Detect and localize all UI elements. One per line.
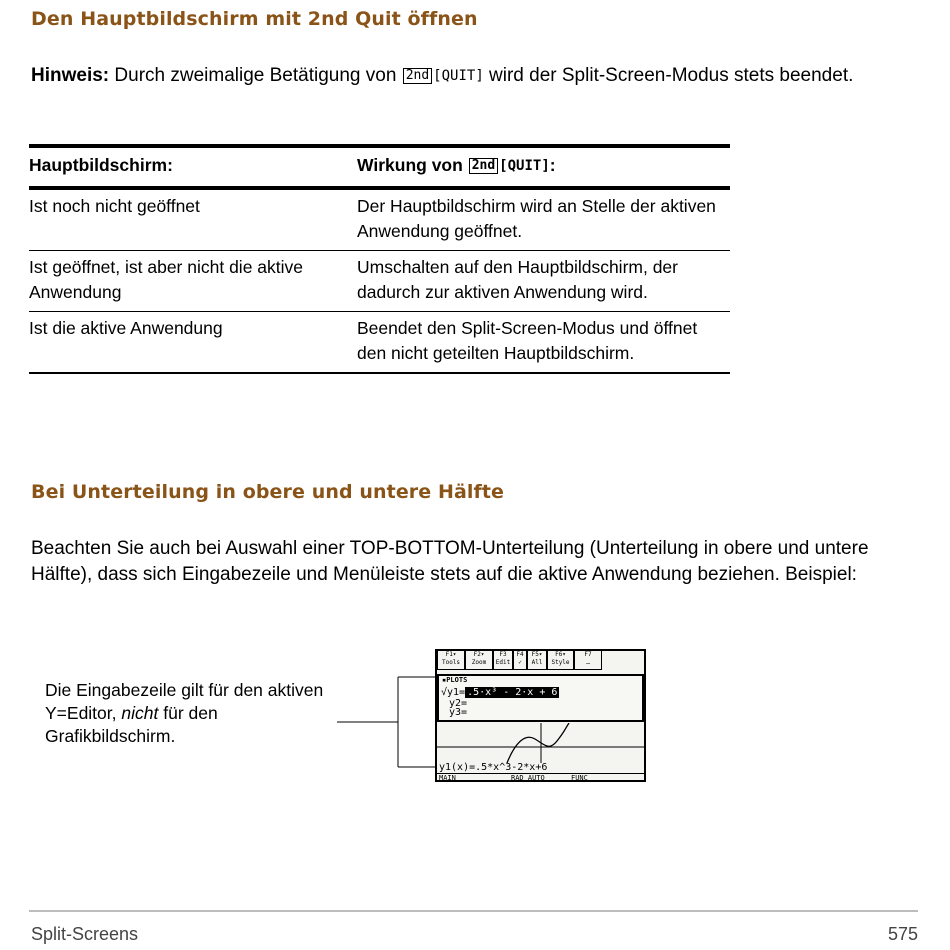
header-wirkung-suffix: : — [549, 155, 556, 175]
caption-after: für den Grafikbildschirm. — [45, 703, 218, 746]
row-state: Ist noch nicht geöffnet — [29, 188, 357, 251]
calc-y1-prefix: √y1= — [441, 687, 466, 698]
calc-plots-label: ▪PLOTS — [442, 676, 468, 684]
calc-status-func: FUNC — [571, 774, 588, 782]
calc-entry-line[interactable]: y1(x)=.5*x^3-2*x+6 — [439, 762, 548, 773]
body-paragraph: Beachten Sie auch bei Auswahl einer TOP-BOTTOM-Unterteilung (Unterteilung in obere und untere Hälfte), dass sich Eingabezeile und Menüleiste stets auf die aktive Anwendung beziehen. Beispiel: — [31, 538, 869, 585]
calc-graph-window — [437, 723, 644, 763]
table-header-row — [29, 146, 730, 188]
footer-chapter: Split-Screens — [31, 924, 139, 944]
effect-table — [29, 144, 730, 374]
hint-note — [31, 63, 926, 89]
calc-menu-tab[interactable]: F3 Edit — [493, 651, 513, 670]
caption-before: Die Eingabezeile gilt für den aktiven Y=Editor, — [45, 680, 324, 723]
header-wirkung — [357, 146, 730, 188]
calc-menu-bar — [437, 651, 644, 671]
row-effect: Umschalten auf den Hauptbildschirm, der dadurch zur aktiven Anwendung wird. — [357, 251, 730, 312]
table-row — [29, 312, 730, 374]
calc-y1-expression: .5·x³ - 2·x + 6 — [467, 687, 558, 698]
calc-status-mode: RAD AUTO — [511, 774, 545, 782]
calc-menu-tab[interactable]: F4 ✓ — [513, 651, 527, 670]
header-wirkung-prefix: Wirkung von — [357, 155, 463, 175]
row-state: Ist die aktive Anwendung — [29, 312, 357, 374]
calc-status-main: MAIN — [439, 774, 456, 782]
row-effect: Beendet den Split-Screen-Modus und öffnet den nicht geteilten Hauptbildschirm. — [357, 312, 730, 374]
table-row — [29, 188, 730, 251]
calc-menu-tab[interactable]: F6▾ Style — [547, 651, 574, 670]
footer-page-number: 575 — [887, 924, 918, 944]
key-2nd-icon: 2nd — [403, 68, 432, 84]
footer-divider — [29, 910, 918, 912]
calc-menu-tab[interactable]: F2▾ Zoom — [465, 651, 493, 670]
row-effect: Der Hauptbildschirm wird an Stelle der aktiven Anwendung geöffnet. — [357, 188, 730, 251]
key-quit-label: [QUIT] — [499, 158, 550, 174]
calc-menu-tab[interactable]: F7 … — [574, 651, 602, 670]
section-heading-top-bottom: Bei Unterteilung in obere und untere Hälfte — [31, 481, 505, 503]
key-2nd-icon: 2nd — [469, 158, 498, 174]
key-quit-label: [QUIT] — [433, 68, 484, 84]
header-hauptbildschirm: Hauptbildschirm: — [29, 146, 357, 188]
calculator-screenshot — [435, 649, 646, 782]
row-state: Ist geöffnet, ist aber nicht die aktive Anwendung — [29, 251, 357, 312]
calc-y3-line[interactable]: y3= — [449, 707, 468, 718]
table-row — [29, 251, 730, 312]
calc-y2-line[interactable]: y2= — [449, 698, 468, 709]
graph-curve — [507, 723, 569, 763]
hint-text-after: wird der Split-Screen-Modus stets beendet. — [489, 65, 854, 86]
calc-menu-tab[interactable]: F1▾ Tools — [437, 651, 465, 670]
calc-menu-tab[interactable]: F5▾ All — [527, 651, 547, 670]
hint-text-before: Durch zweimalige Betätigung von — [114, 65, 397, 86]
hint-label: Hinweis: — [31, 65, 110, 86]
figure-caption — [45, 679, 345, 748]
caption-emphasis: nicht — [121, 703, 159, 723]
calc-y1-line[interactable] — [441, 688, 559, 698]
calc-status-bar — [437, 773, 644, 782]
section-heading-quit: Den Hauptbildschirm mit 2nd Quit öffnen — [31, 8, 478, 30]
calc-y-editor-window — [437, 674, 644, 722]
